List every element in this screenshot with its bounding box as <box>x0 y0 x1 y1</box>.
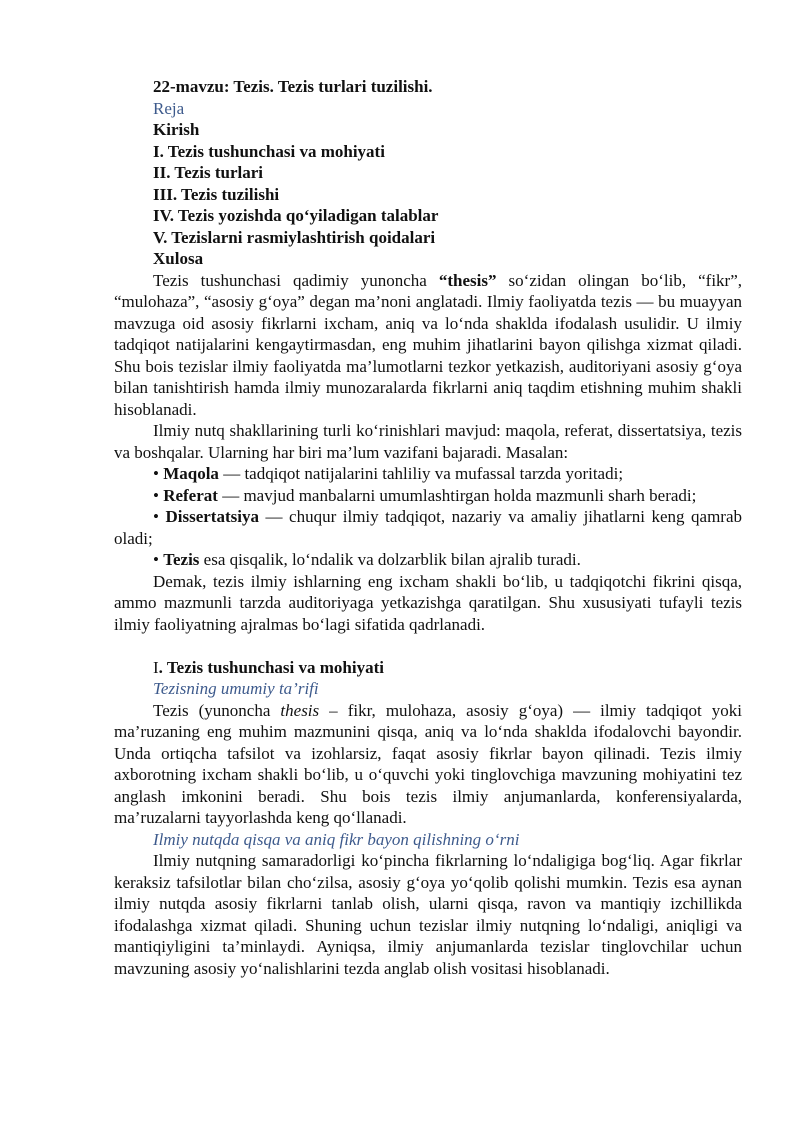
section-heading: I. Tezis tushunchasi va mohiyati <box>153 657 384 677</box>
plan-item: V. Tezislarni rasmiylashtirish qoidalari <box>153 227 436 247</box>
term-thesis: “thesis” <box>438 270 497 290</box>
intro-paragraph: Ilmiy nutq shakllarining turli ko‘rinishlari mavjud: maqola, referat, dissertatsiya, tezis va boshqalar. Ularning har biri ma’lum vazifani bajaradi. Masalan: <box>114 421 742 462</box>
plan-heading: Reja <box>153 98 185 118</box>
intro-paragraph: Demak, tezis ilmiy ishlarning eng ixcham shakli bo‘lib, u tadqiqotchi fikrini qisqa, ammo mazmunli tarzda auditoriyaga yetkazishga qaratilgan. Shu xususiyati tufayli tezis ilmiy faoliyatning ajralmas bo‘lagi sifatida qadrlanadi. <box>114 571 742 634</box>
bullet-icon: • <box>153 550 159 569</box>
list-item: • Tezis esa qisqalik, lo‘ndalik va dolzarblik bilan ajralib turadi. <box>153 550 581 569</box>
plan-item: Xulosa <box>153 249 204 268</box>
list-item: • Referat — mavjud manbalarni umumlashtirgan holda mazmunli sharh beradi; <box>153 485 697 505</box>
plan-item: IV. Tezis yozishda qo‘yiladigan talablar <box>153 206 439 225</box>
spacer <box>114 635 742 657</box>
plan-item: III. Tezis tuzilishi <box>153 184 280 204</box>
bullet-icon: • <box>153 485 159 505</box>
plan-item: Kirish <box>153 120 200 139</box>
list-item: • Dissertatsiya — chuqur ilmiy tadqiqot, nazariy va amaliy jihatlarni keng qamrab oladi; <box>114 507 743 548</box>
intro-paragraph: Tezis tushunchasi qadimiy yunoncha “thesis” so‘zidan olingan bo‘lib, “fikr”, “mulohaza”, “asosiy g‘oya” degan ma’noni anglatadi. Ilmiy faoliyatda tezis — bu muayyan mavzuga oid asosiy fikrlarni ixcham, aniq va lo‘nda shaklda ifodalash usulidir. U ilmiy tadqiqot natijalarini kengaytirmasdan, eng muhim jihatlarini bayon qilishga xizmat qiladi. Shu bois tezislar ilmiy faoliyatda ma’lumotlarni tezkor yetkazish, auditoriyani asosiy g‘oya bilan tanishtirish hamda ilmiy munozaralarda fikrlarni aniq taqdim etishning muhim shakli hisoblanadi. <box>114 270 742 419</box>
bullet-icon: • <box>153 464 159 483</box>
page-title: 22-mavzu: Tezis. Tezis turlari tuzilishi. <box>153 77 433 96</box>
list-item: • Maqola — tadqiqot natijalarini tahliliy va mufassal tarzda yoritadi; <box>153 464 624 483</box>
plan-item: II. Tezis turlari <box>153 163 264 182</box>
subsection-heading: Ilmiy nutqda qisqa va aniq fikr bayon qilishning o‘rni <box>153 829 520 849</box>
subsection-heading: Tezisning umumiy ta’rifi <box>153 679 319 698</box>
section-paragraph: Ilmiy nutqning samaradorligi ko‘pincha fikrlarning lo‘ndaligiga bog‘liq. Agar fikrlar keraksiz tafsilotlar bilan cho‘zilsa, asosiy g‘oya yo‘qolib qolishi mumkin. Tezis esa aynan ilmiy nutqda asosiy fikrlarni tanlab olish, ularni qisqa, ravon va mantiqiy izchillikda ifodalashga xizmat qiladi. Shuning uchun tezislar ilmiy nutqning lo‘ndaligi, aniqligi va mantiqiyligini ta’minlaydi. Ayniqsa, ilmiy anjumanlarda tezislar tinglovchilar uchun mavzuning asosiy yo‘nalishlarini tezda anglab olish vositasi hisoblanadi. <box>114 851 742 978</box>
section-paragraph: Tezis (yunoncha thesis – fikr, mulohaza, asosiy g‘oya) — ilmiy tadqiqot yoki ma’ruzaning eng muhim mazmunini qisqa, aniq va lo‘nda shaklda ifodalovchi bayondir. Unda ortiqcha tafsilot va izohlarsiz, faqat asosiy fikrlar bayon qilinadi. Tezis ilmiy axborotning ixcham shakli bo‘lib, u o‘quvchi yoki tinglovchiga mavzuning mohiyatini tez anglash imkonini beradi. Shu bois tezis ilmiy anjumanlarda, konferensiyalarda, ma’ruzalarni tayyorlashda keng qo‘llanadi. <box>114 700 742 827</box>
plan-item: I. Tezis tushunchasi va mohiyati <box>153 141 385 161</box>
bullet-icon: • <box>153 507 159 526</box>
